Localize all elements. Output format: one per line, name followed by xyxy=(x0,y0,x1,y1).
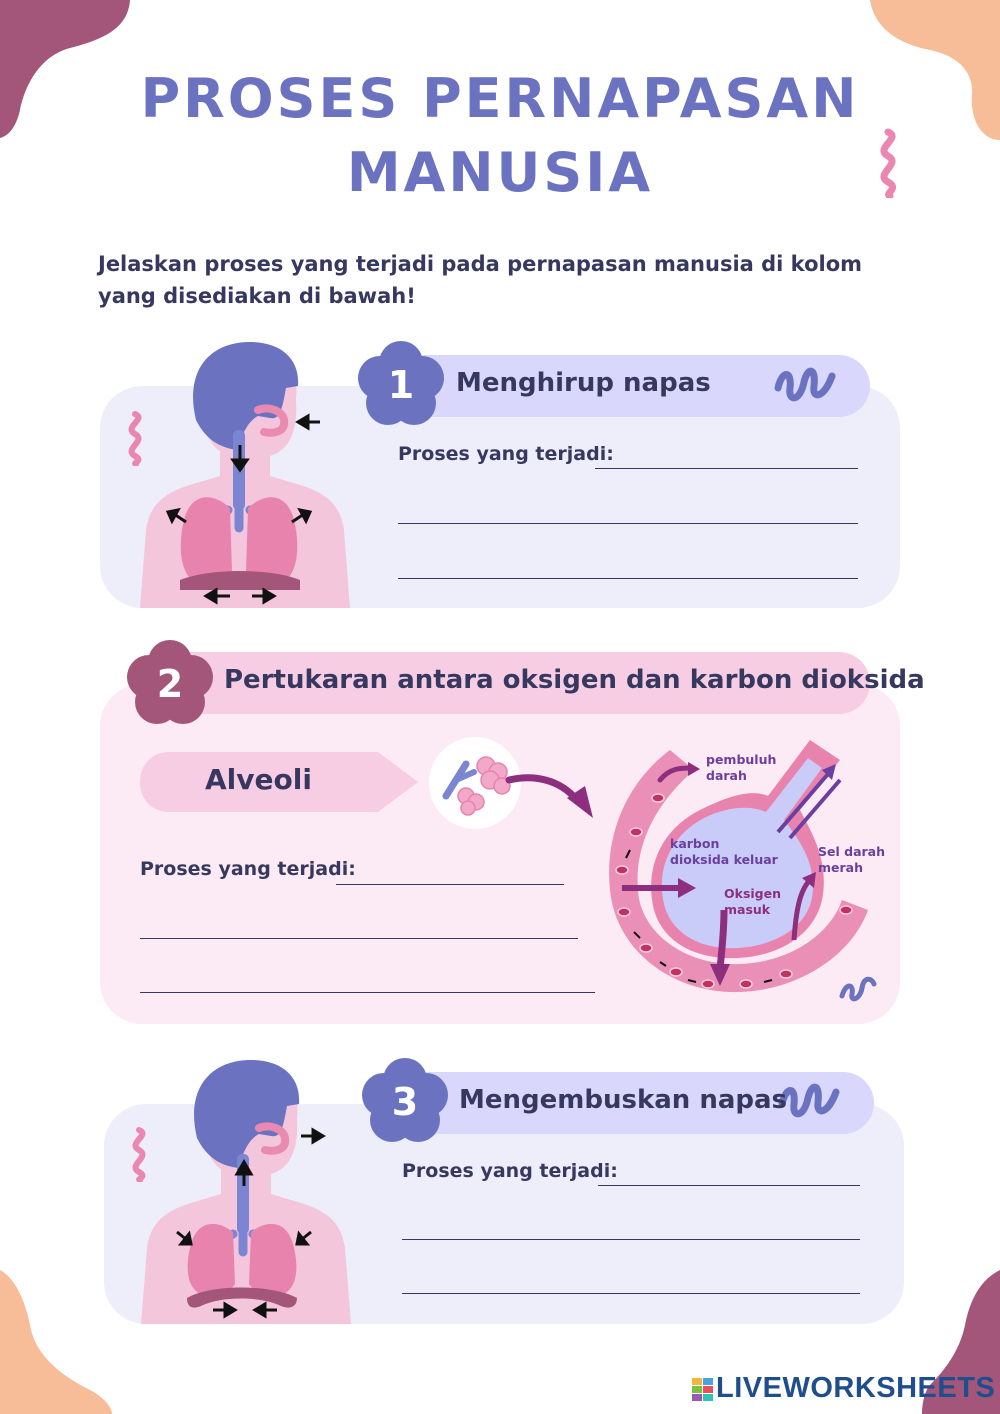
alveoli-tag-label: Alveoli xyxy=(205,763,312,796)
page-title-line-2: MANUSIA xyxy=(346,141,654,204)
section-2-heading: Pertukaran antara oksigen dan karbon dioksida xyxy=(224,665,925,695)
liveworksheets-brand-text[interactable]: LIVEWORKSHEETS xyxy=(716,1372,996,1404)
section-2-number: 2 xyxy=(156,662,184,706)
corner-decoration-bottom-left xyxy=(0,1270,120,1414)
section-3-answer-line-2[interactable] xyxy=(402,1239,860,1240)
page-title xyxy=(0,62,1000,210)
section-3-heading: Mengembuskan napas xyxy=(459,1085,788,1115)
section-3-number: 3 xyxy=(391,1080,419,1124)
section-1-answer-line-2[interactable] xyxy=(398,523,858,524)
exhale-lungs-illustration xyxy=(140,1058,352,1324)
section-1-heading: Menghirup napas xyxy=(456,368,711,398)
label-o2-in: Oksigen masuk xyxy=(724,886,781,917)
section-3-prompt: Proses yang terjadi: xyxy=(402,1160,618,1182)
liveworksheets-logo-icon xyxy=(692,1378,714,1402)
section-3-answer-line-3[interactable] xyxy=(402,1293,860,1294)
section-3-number-badge xyxy=(357,1054,453,1150)
section-3-answer-line-1[interactable] xyxy=(598,1185,860,1186)
inhale-lungs-illustration xyxy=(140,340,350,608)
section-2-number-badge xyxy=(122,636,218,732)
label-co2-out: karbon dioksida keluar xyxy=(670,836,778,867)
page-title-line-1: PROSES PERNAPASAN xyxy=(140,67,860,130)
section-2-prompt: Proses yang terjadi: xyxy=(140,858,356,880)
section-1-answer-line-3[interactable] xyxy=(398,578,858,579)
scribble-decoration xyxy=(772,362,838,406)
label-red-blood-cell: Sel darah merah xyxy=(818,844,885,875)
section-1-prompt: Proses yang terjadi: xyxy=(398,443,614,465)
section-1-number-badge xyxy=(353,337,449,433)
squiggle-decoration xyxy=(838,966,878,1006)
instruction-text: Jelaskan proses yang terjadi pada pernapasan manusia di kolom yang disediakan di bawah! xyxy=(98,252,863,308)
section-2-answer-line-1[interactable] xyxy=(336,884,564,885)
section-1-number: 1 xyxy=(387,363,415,407)
section-2-answer-line-2[interactable] xyxy=(140,938,578,939)
label-blood-vessel: pembuluh darah xyxy=(706,752,777,783)
alveoli-zoom-arrow xyxy=(505,770,605,830)
section-2-answer-line-3[interactable] xyxy=(140,992,595,993)
section-1-answer-line-1[interactable] xyxy=(595,468,858,469)
